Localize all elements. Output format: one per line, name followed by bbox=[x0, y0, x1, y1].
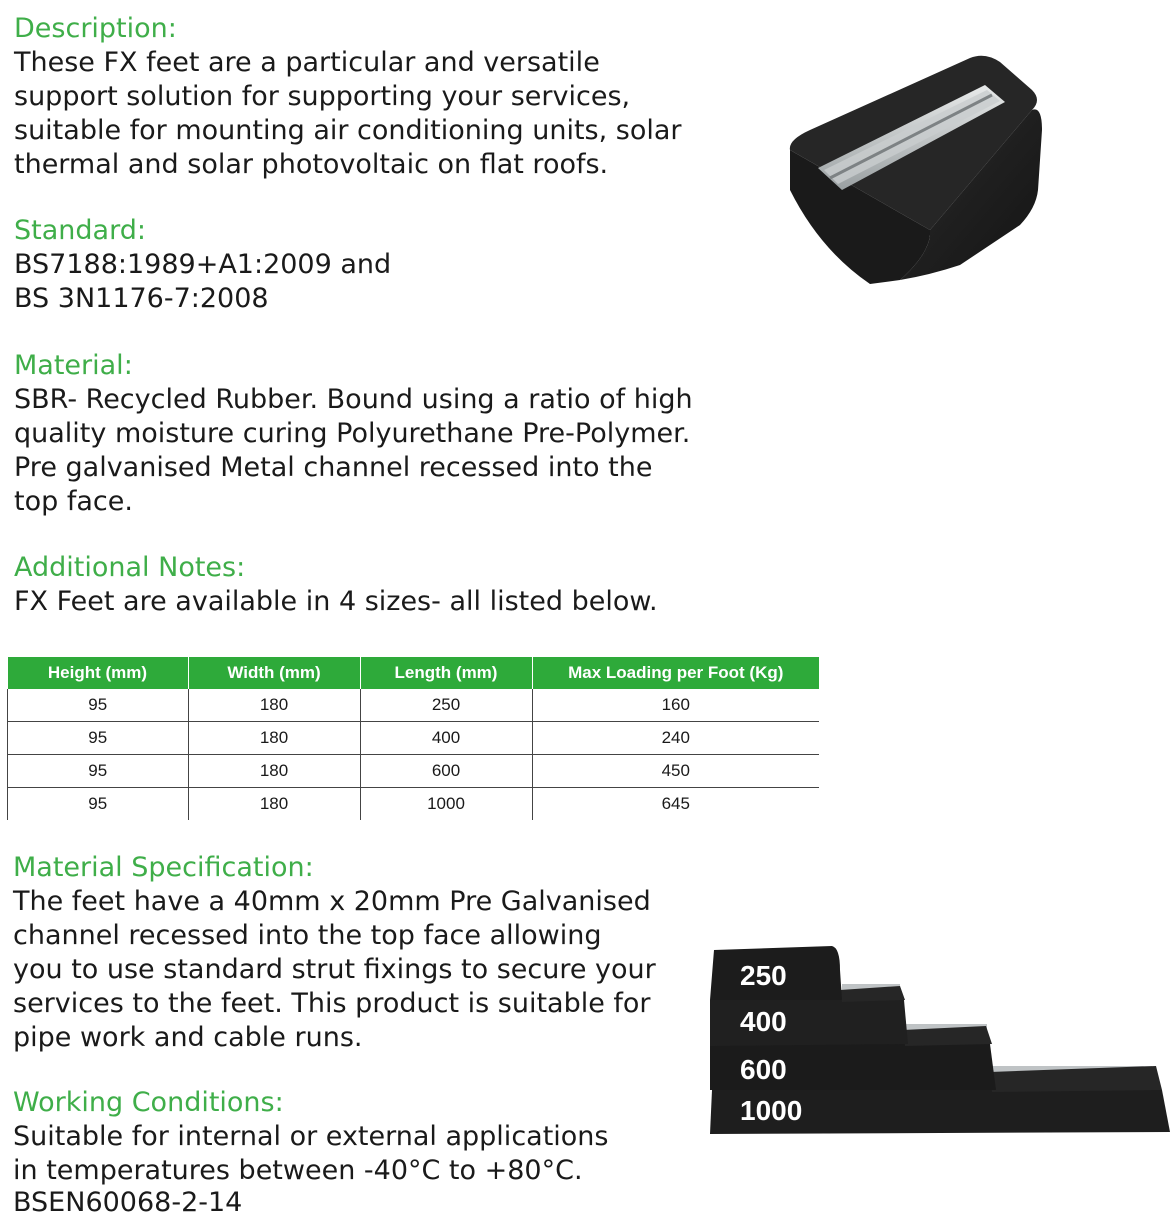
cell-height: 95 bbox=[8, 788, 189, 821]
cell-length: 600 bbox=[360, 755, 532, 788]
description-line: support solution for supporting your services, bbox=[14, 81, 631, 112]
cell-height: 95 bbox=[8, 755, 189, 788]
material-line: SBR- Recycled Rubber. Bound using a ratio of high bbox=[14, 384, 693, 415]
standard-line: BS 3N1176-7:2008 bbox=[14, 283, 269, 314]
size-label-600: 600 bbox=[740, 1054, 787, 1085]
header-length: Length (mm) bbox=[360, 657, 532, 689]
cell-max-loading: 450 bbox=[532, 755, 819, 788]
spec-section bbox=[13, 851, 656, 1055]
description-line: thermal and solar photovoltaic on flat roofs. bbox=[14, 149, 609, 180]
material-heading: Material: bbox=[14, 350, 133, 381]
spec-line: The feet have a 40mm x 20mm Pre Galvanised bbox=[13, 886, 651, 917]
spec-heading: Material Specification: bbox=[13, 852, 314, 883]
cell-width: 180 bbox=[188, 722, 360, 755]
size-label-1000: 1000 bbox=[740, 1095, 803, 1126]
cell-length: 1000 bbox=[360, 788, 532, 821]
working-heading: Working Conditions: bbox=[13, 1087, 284, 1118]
notes-line: FX Feet are available in 4 sizes- all listed below. bbox=[14, 586, 658, 617]
spec-line: channel recessed into the top face allowing bbox=[13, 920, 602, 951]
cell-length: 400 bbox=[360, 722, 532, 755]
description-line: These FX feet are a particular and versatile bbox=[14, 47, 600, 78]
cell-width: 180 bbox=[188, 755, 360, 788]
cell-width: 180 bbox=[188, 689, 360, 722]
cell-max-loading: 240 bbox=[532, 722, 819, 755]
header-height: Height (mm) bbox=[8, 657, 189, 689]
header-width: Width (mm) bbox=[188, 657, 360, 689]
working-line: Suitable for internal or external applications bbox=[13, 1121, 609, 1152]
header-max-loading: Max Loading per Foot (Kg) bbox=[532, 657, 819, 689]
size-label-250: 250 bbox=[740, 960, 787, 991]
table-row bbox=[8, 755, 820, 788]
material-line: Pre galvanised Metal channel recessed into the bbox=[14, 452, 653, 483]
notes-heading: Additional Notes: bbox=[14, 552, 246, 583]
standard-section bbox=[14, 214, 391, 316]
table-header-row bbox=[8, 657, 820, 689]
cell-max-loading: 160 bbox=[532, 689, 819, 722]
spec-line: services to the feet. This product is suitable for bbox=[13, 988, 651, 1019]
table-row bbox=[8, 788, 820, 821]
material-line: top face. bbox=[14, 486, 133, 517]
sizes-table bbox=[7, 657, 819, 820]
cell-height: 95 bbox=[8, 722, 189, 755]
cell-max-loading: 645 bbox=[661, 794, 690, 813]
working-line: in temperatures between -40°C to +80°C. bbox=[13, 1155, 583, 1186]
working-line: BSEN60068-2-14 bbox=[13, 1187, 243, 1218]
spec-line: you to use standard strut fixings to secure your bbox=[13, 954, 656, 985]
standard-heading: Standard: bbox=[14, 215, 146, 246]
spec-line: pipe work and cable runs. bbox=[13, 1022, 363, 1053]
material-section bbox=[14, 349, 693, 519]
fx-foot-product-image bbox=[780, 50, 1050, 290]
description-line: suitable for mounting air conditioning units, solar bbox=[14, 115, 682, 146]
table-row bbox=[8, 722, 820, 755]
table-row bbox=[8, 689, 820, 722]
standard-line: BS7188:1989+A1:2009 and bbox=[14, 249, 392, 280]
cell-width: 180 bbox=[188, 788, 360, 821]
notes-section bbox=[14, 551, 658, 619]
fx-feet-sizes-image bbox=[700, 940, 1172, 1140]
working-section bbox=[13, 1086, 609, 1218]
cell-length: 250 bbox=[360, 689, 532, 722]
material-line: quality moisture curing Polyurethane Pre-Polymer. bbox=[14, 418, 691, 449]
size-label-400: 400 bbox=[740, 1006, 787, 1037]
description-section bbox=[14, 12, 682, 182]
description-heading: Description: bbox=[14, 13, 177, 44]
cell-height: 95 bbox=[8, 689, 189, 722]
